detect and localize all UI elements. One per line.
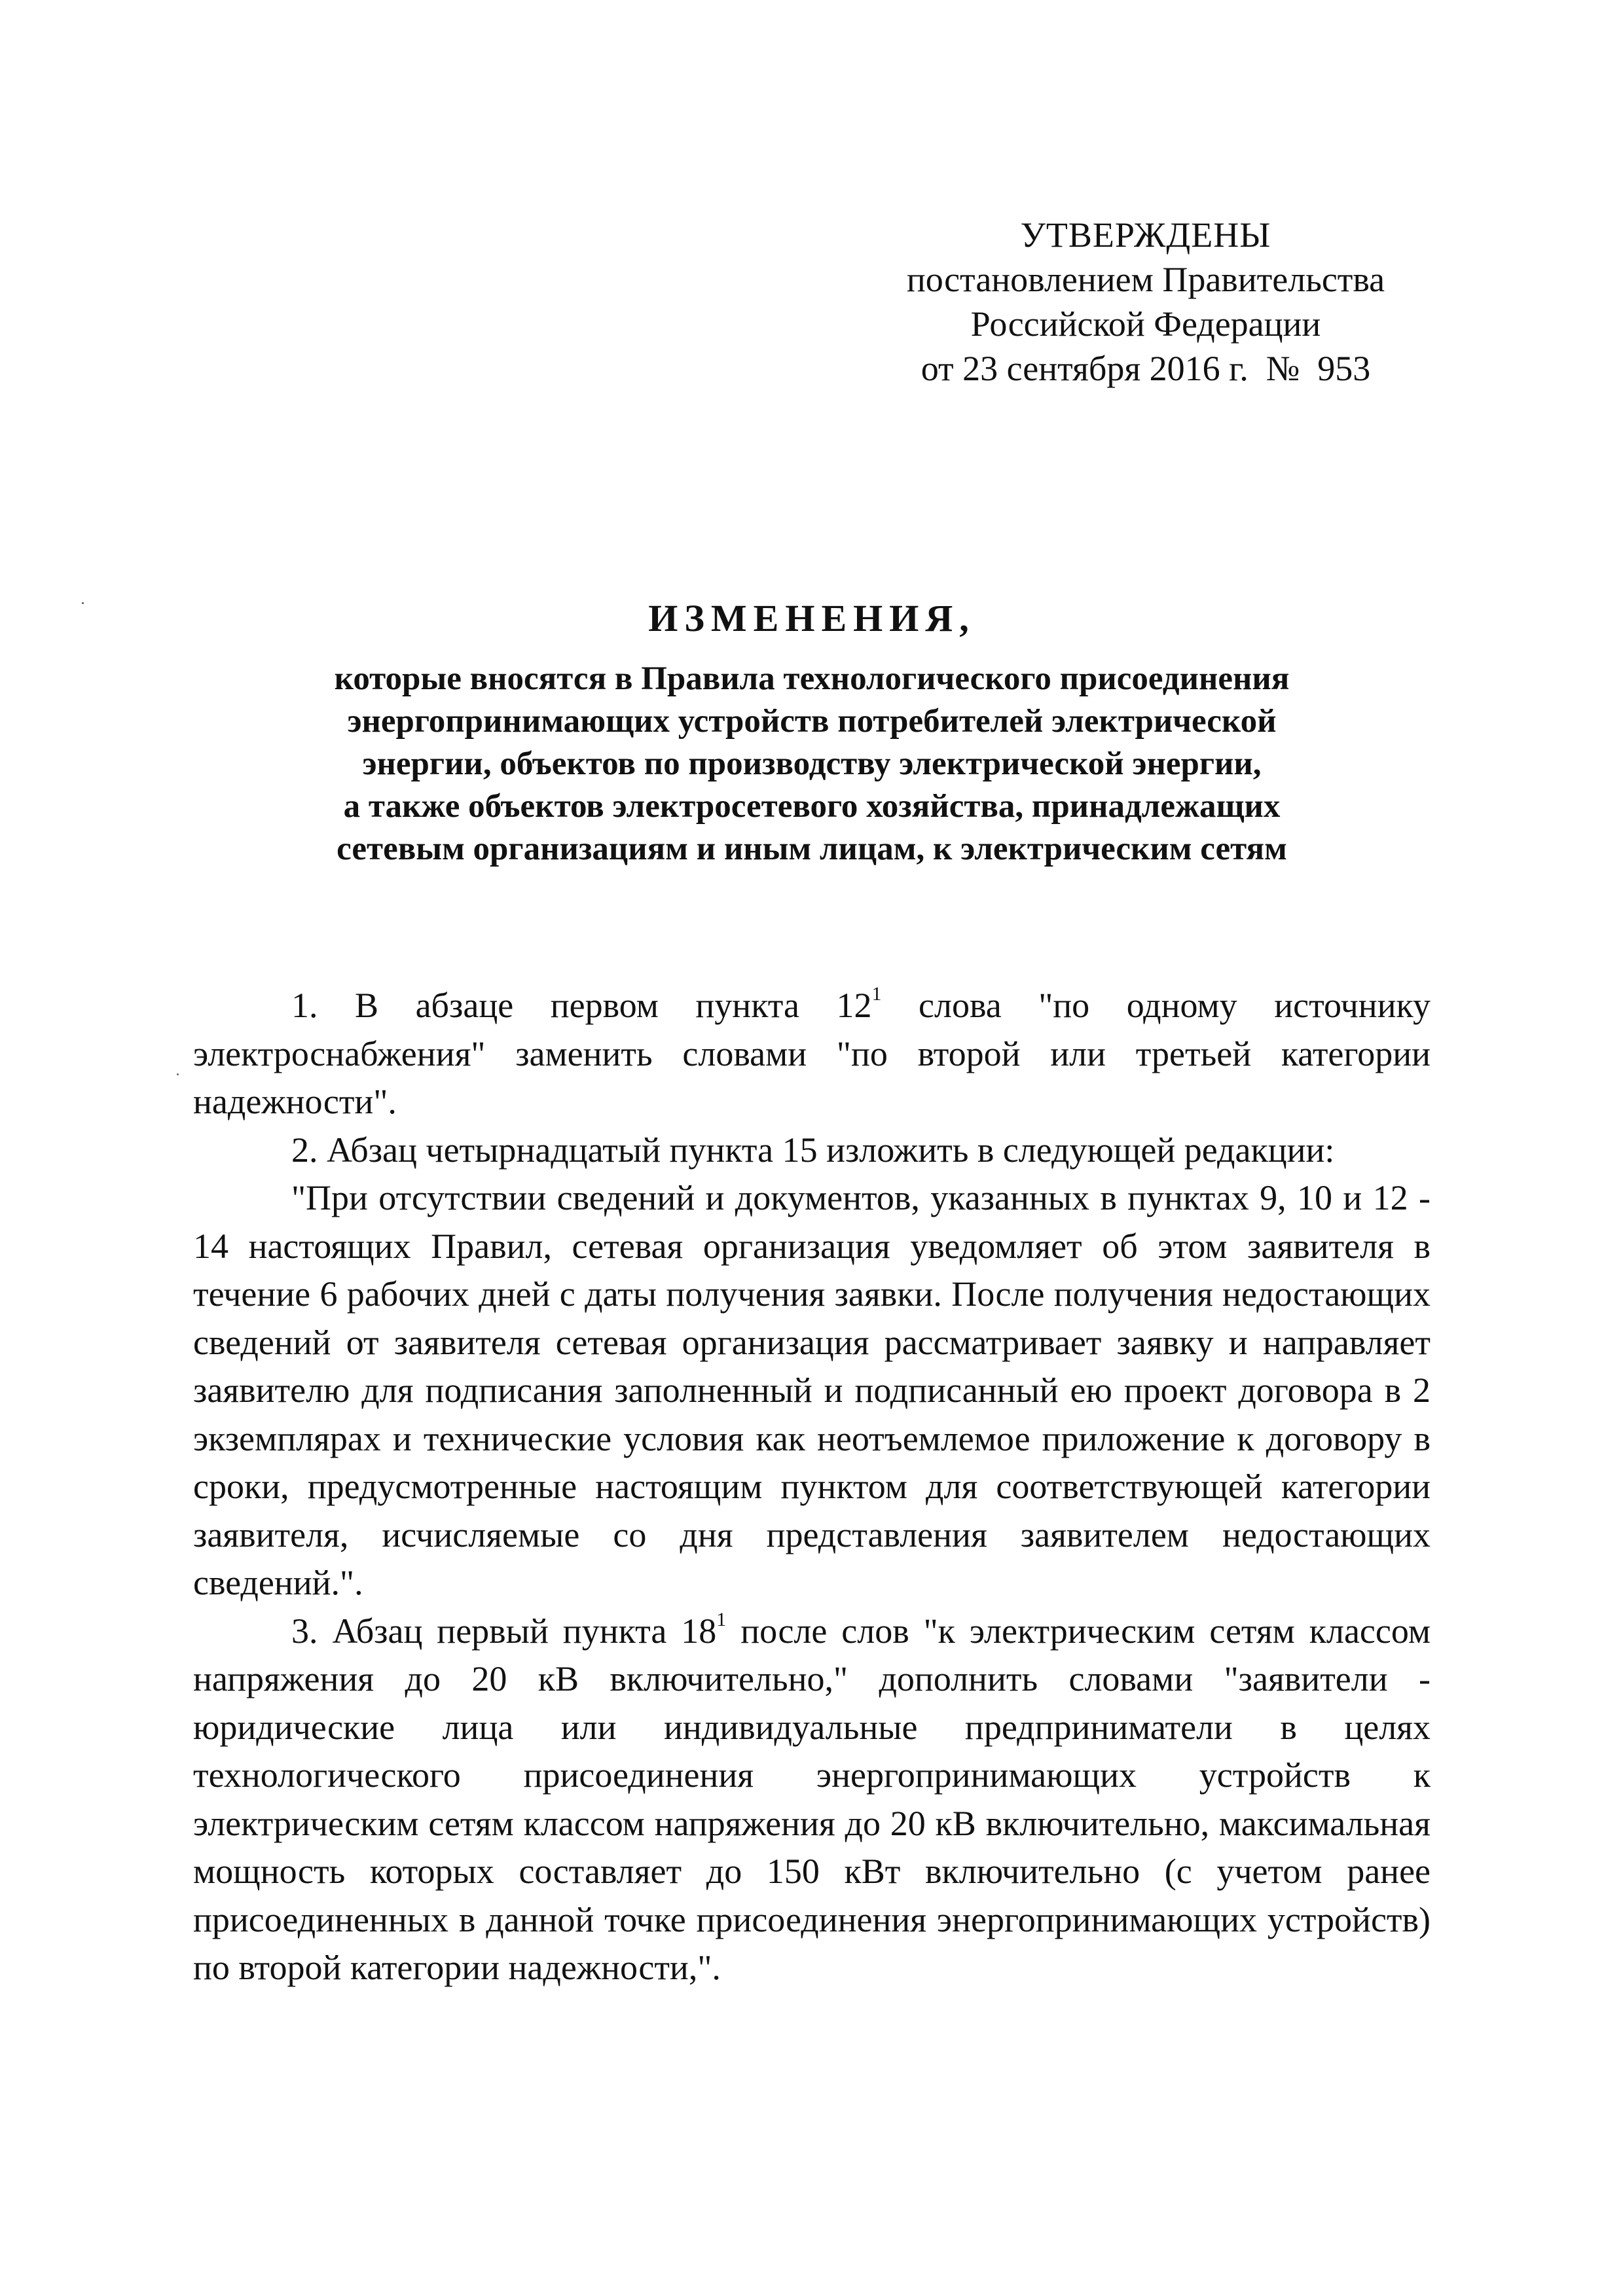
paragraph-quote: "При отсутствии сведений и документов, указанных в пунктах 9, 10 и 12 - 14 настоящих Правил, сетевая организация уведомляет об этом заявителя в течение 6 рабочих дней с даты получения заявки. После получения недостающих сведений от заявителя сетевая организация рассматривает заявку и направляет заявителю для подписания заполненный и подписанный ею проект договора в 2 экземплярах и технические условия как неотъемлемое приложение к договору в сроки, предусмотренные настоящим пунктом для соответствующей категории заявителя, исчисляемые со дня представления заявителем недостающих сведений.". bbox=[193, 1178, 1431, 1602]
superscript-index: 1 bbox=[716, 1608, 727, 1630]
heading-subtitle bbox=[164, 658, 1460, 870]
approval-block bbox=[851, 213, 1440, 391]
paragraph-item-2: 2. Абзац четырнадцатый пункта 15 изложить в следующей редакции: bbox=[291, 1130, 1335, 1170]
approval-date-number: от 23 сентября 2016 г. № 953 bbox=[921, 349, 1371, 388]
paragraph-text: 3. Абзац первый пункта 18 bbox=[291, 1611, 717, 1651]
heading-subtitle-line: сетевым организациям и иным лицам, к электрическим сетям bbox=[337, 831, 1287, 867]
heading-subtitle-line: а также объектов электросетевого хозяйства, принадлежащих bbox=[343, 788, 1281, 825]
document-body bbox=[193, 982, 1431, 1992]
heading-subtitle-line: энергии, объектов по производству электрической энергии, bbox=[362, 745, 1262, 782]
paragraph-item-3 bbox=[193, 1607, 1431, 1992]
paragraph-text: слова "по одному источнику электроснабжения" заменить словами "по второй или третьей категории надежности". bbox=[193, 986, 1431, 1121]
paragraph-text: 1. В абзаце первом пункта 12 bbox=[291, 986, 872, 1025]
approval-line: постановлением Правительства bbox=[906, 260, 1385, 299]
heading-title: ИЗМЕНЕНИЯ, bbox=[648, 597, 976, 639]
document-heading bbox=[164, 592, 1460, 870]
paragraph-text: после слов "к электрическим сетям классом напряжения до 20 кВ включительно," дополнить словами "заявители - юридические лица или индивидуальные предприниматели в целях технологического присоединения энергопринимающих устройств к электрическим сетям классом напряжения до 20 кВ включительно, максимальная мощность которых составляет до 150 кВт включительно (с учетом ранее присоединенных в данной точке присоединения энергопринимающих устройств) по второй категории надежности,". bbox=[193, 1611, 1431, 1987]
heading-subtitle-line: которые вносятся в Правила технологического присоединения bbox=[334, 660, 1290, 697]
paragraph-item-1 bbox=[193, 982, 1431, 1126]
approval-title: УТВЕРЖДЕНЫ bbox=[1020, 215, 1271, 255]
heading-subtitle-line: энергопринимающих устройств потребителей электрической bbox=[347, 703, 1277, 740]
scan-speck bbox=[82, 602, 84, 604]
approval-line: Российской Федерации bbox=[970, 304, 1321, 344]
superscript-index: 1 bbox=[871, 983, 882, 1005]
scan-speck bbox=[177, 1073, 179, 1075]
